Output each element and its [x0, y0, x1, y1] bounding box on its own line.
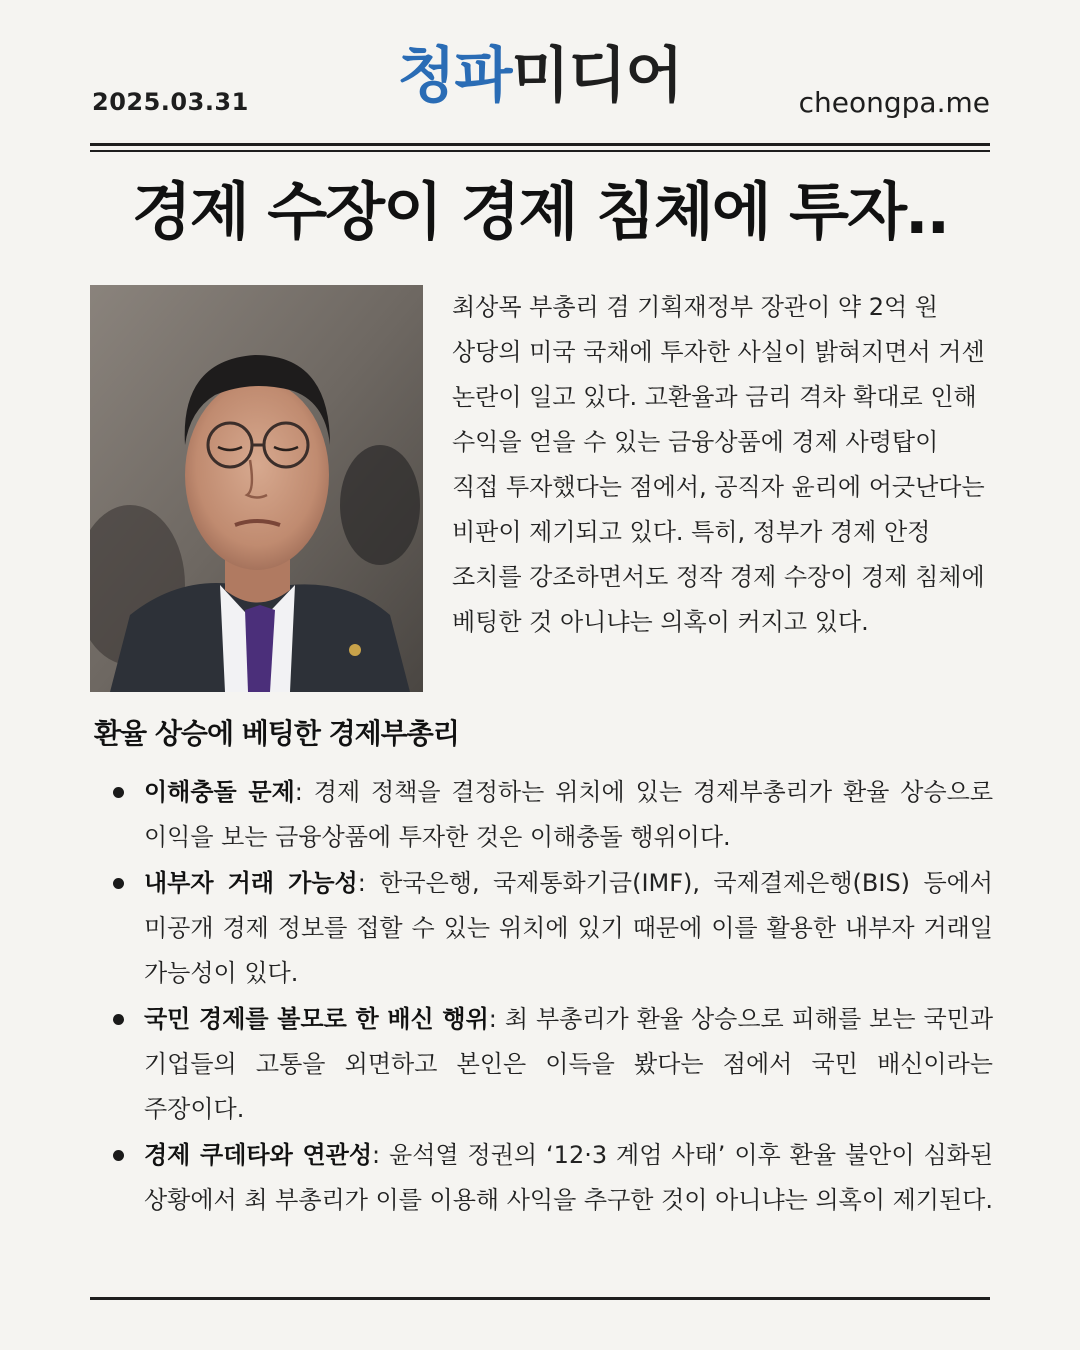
article-headline: 경제 수장이 경제 침체에 투자.. — [131, 175, 949, 248]
article-lead-paragraph: 최상목 부총리 겸 기획재정부 장관이 약 2억 원 상당의 미국 국채에 투자한 사실이 밝혀지면서 거센 논란이 일고 있다. 고환율과 금리 격차 확대로 인해 수익을 얻을 수 있는 금융상품에 경제 사령탑이 직접 투자했다는 점에서, 공직자 윤리에 어긋난다는 비판이 제기되고 있다. 특히, 정부가 경제 안정 조치를 강조하면서도 정작 경제 수장이 경제 침체에 베팅한 것 아니냐는 의혹이 커지고 있다. — [452, 293, 985, 636]
header-rule-thick — [90, 143, 990, 146]
footer-rule — [90, 1297, 990, 1300]
masthead-rest: 미디어 — [511, 41, 683, 111]
point-text: : 최 부총리가 환율 상승으로 피해를 보는 국민과 기업들의 고통을 외면하고 본인은 이득을 봤다는 점에서 국민 배신이라는 주장이다. — [144, 1005, 994, 1123]
point-text: : 윤석열 정권의 ‘12·3 계엄 사태’ 이후 환율 불안이 심화된 상황에서 최 부총리가 이를 이용해 사익을 추구한 것이 아니냐는 의혹이 제기된다. — [144, 1141, 993, 1214]
list-item — [108, 861, 993, 996]
site-url-link[interactable]: cheongpa.me — [798, 86, 990, 119]
header-rule-thin — [90, 150, 990, 152]
point-text: : 한국은행, 국제통화기금(IMF), 국제결제은행(BIS) 등에서 미공개 경제 정보를 접할 수 있는 위치에 있기 때문에 이를 활용한 내부자 거래일 가능성이 있다. — [144, 869, 993, 987]
publication-date: 2025.03.31 — [92, 88, 249, 116]
list-item — [108, 997, 993, 1132]
point-text: : 경제 정책을 결정하는 위치에 있는 경제부총리가 환율 상승으로 이익을 보는 금융상품에 투자한 것은 이해충돌 행위이다. — [144, 778, 993, 851]
list-item — [108, 770, 993, 860]
point-term: 경제 쿠데타와 연관성 — [144, 1141, 373, 1169]
bullet-icon — [113, 787, 124, 798]
section-subheading: 환율 상승에 베팅한 경제부총리 — [94, 717, 459, 750]
point-term: 이해충돌 문제 — [144, 778, 295, 806]
key-points-list — [108, 770, 993, 1223]
list-item — [108, 1133, 993, 1223]
bullet-icon — [113, 1014, 124, 1025]
bullet-icon — [113, 878, 124, 889]
bullet-icon — [113, 1150, 124, 1161]
masthead-accent: 청파 — [397, 41, 512, 111]
point-term: 내부자 거래 가능성 — [144, 869, 358, 897]
point-term: 국민 경제를 볼모로 한 배신 행위 — [144, 1005, 489, 1033]
article-photo — [90, 285, 423, 692]
